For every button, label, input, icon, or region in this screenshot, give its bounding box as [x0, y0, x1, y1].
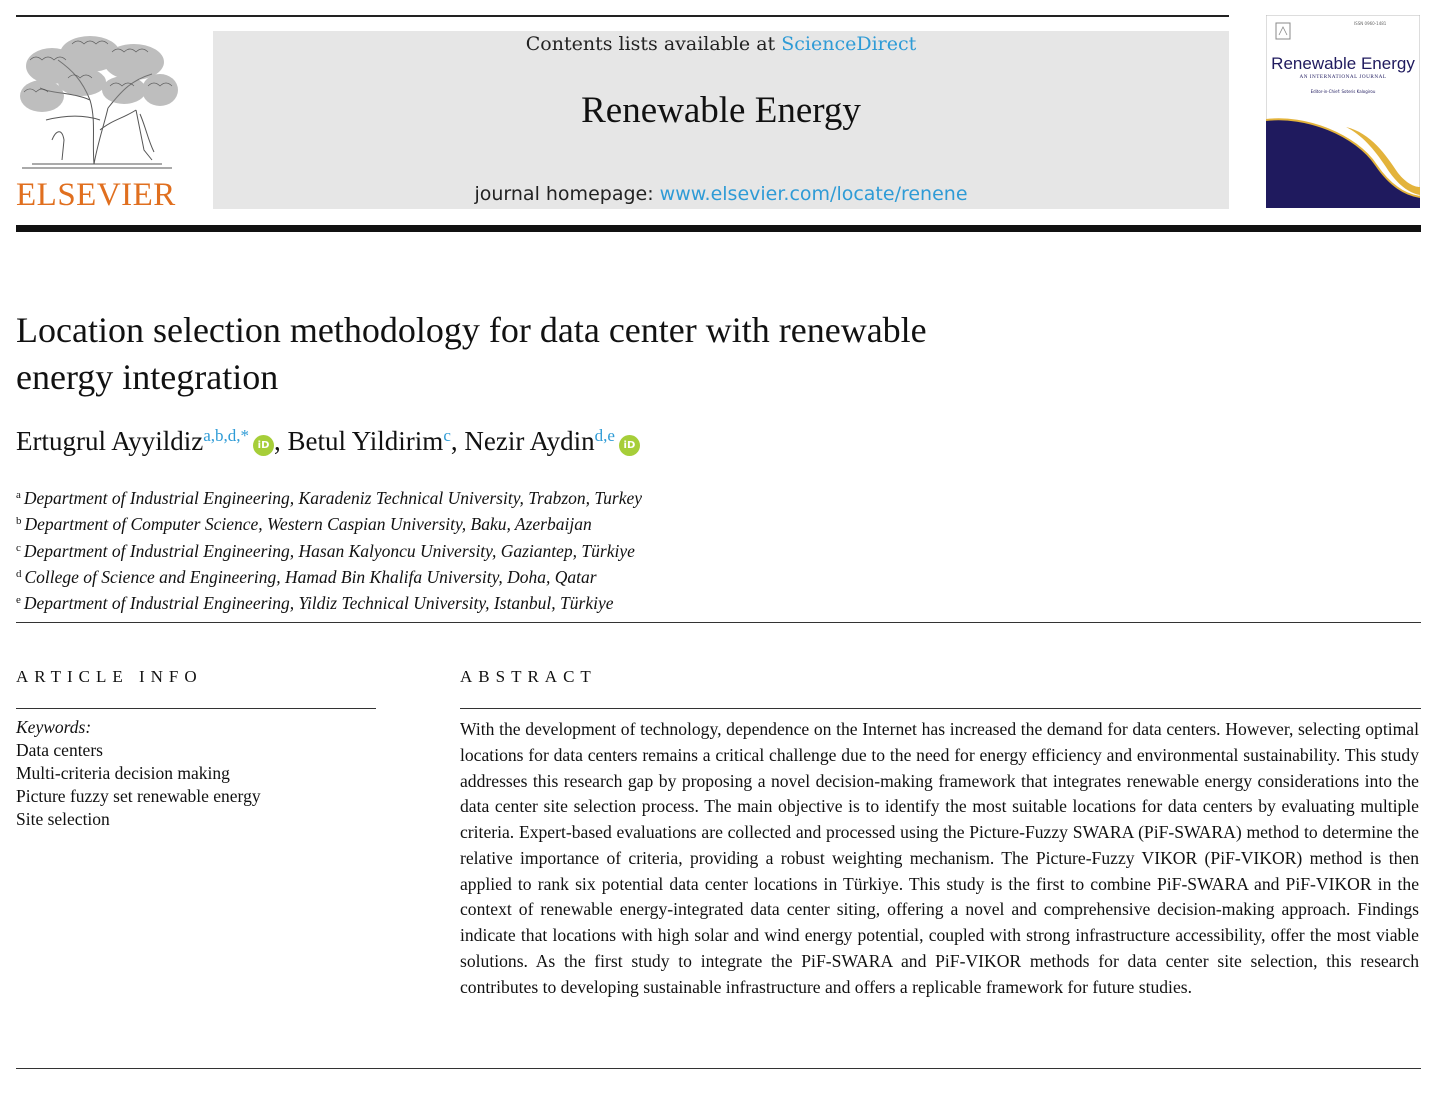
affiliation-label: d	[16, 567, 22, 580]
journal-banner	[213, 31, 1229, 209]
author-affiliation-marker[interactable]: c	[443, 426, 451, 445]
article-title	[16, 307, 1116, 401]
header-divider	[16, 225, 1421, 232]
author-name[interactable]: Ertugrul Ayyildiz	[16, 426, 204, 456]
top-rule	[16, 15, 1229, 17]
keywords-label: Keywords:	[16, 717, 92, 737]
abstract-heading: ABSTRACT	[460, 667, 597, 686]
affiliation-item	[16, 537, 642, 563]
contents-prefix: Contents lists available at	[525, 33, 776, 55]
cover-title: Renewable Energy	[1271, 54, 1415, 73]
affiliation-item	[16, 563, 642, 589]
publisher-name: ELSEVIER	[16, 177, 176, 213]
svg-text:ISSN 0960-1481: ISSN 0960-1481	[1354, 21, 1387, 26]
affiliation-text: Department of Industrial Engineering, Hasan Kalyoncu University, Gaziantep, Türkiye	[23, 540, 635, 561]
section-divider	[16, 622, 1421, 623]
abstract-divider	[460, 708, 1421, 709]
affiliation-item	[16, 510, 642, 536]
homepage-prefix: journal homepage:	[474, 183, 654, 205]
elsevier-tree-icon	[12, 30, 180, 180]
affiliation-item	[16, 589, 642, 615]
affiliation-text: Department of Industrial Engineering, Yildiz Technical University, Istanbul, Türkiye	[23, 593, 614, 614]
journal-cover[interactable]	[1266, 15, 1420, 208]
affiliation-text: Department of Industrial Engineering, Karadeniz Technical University, Trabzon, Turkey	[23, 488, 643, 508]
homepage-line	[213, 183, 1229, 205]
bottom-divider	[16, 1068, 1421, 1069]
article-info-divider	[16, 708, 376, 709]
keyword-item: Site selection	[16, 809, 110, 829]
affiliation-label: e	[16, 594, 21, 607]
keywords-block	[16, 716, 261, 831]
author-affiliation-marker[interactable]: a,b,d,*	[203, 426, 250, 445]
elsevier-logo[interactable]	[12, 30, 180, 212]
author-name[interactable]: Betul Yildirim	[287, 426, 444, 456]
journal-title: Renewable Energy	[581, 90, 861, 131]
keyword-item: Picture fuzzy set renewable energy	[16, 786, 261, 806]
sciencedirect-link[interactable]: ScienceDirect	[781, 33, 917, 55]
author-name[interactable]: Nezir Aydin	[464, 426, 595, 456]
affiliation-item	[16, 484, 642, 510]
affiliation-list	[16, 484, 642, 615]
article-title-line-1: Location selection methodology for data center with renewable	[16, 310, 927, 350]
cover-editor: Editor-in-Chief: Soteris Kalogirou	[1310, 89, 1376, 94]
affiliation-text: Department of Computer Science, Western Caspian University, Baku, Azerbaijan	[24, 514, 592, 535]
article-info-heading: ARTICLE INFO	[16, 667, 203, 686]
orcid-icon[interactable]: iD	[253, 435, 274, 456]
keyword-item: Data centers	[16, 740, 103, 760]
cover-subtitle: AN INTERNATIONAL JOURNAL	[1299, 74, 1387, 80]
article-title-line-2: energy integration	[16, 357, 279, 397]
author-affiliation-marker[interactable]: d,e	[594, 426, 615, 445]
author-list: Ertugrul Ayyildiz$^{a,b,d,*}$iD , Betul Yildirim$^c$, Nezir Aydin$^{d,e}$iD	[16, 426, 640, 457]
abstract-text: With the development of technology, dependence on the Internet has increased the demand for data centers. However, selecting optimal locations for data centers remains a critical challenge due to the need for energy efficiency and environmental sustainability. This study addresses this research gap by proposing a novel decision-making framework that integrates renewable energy considerations into the data center site selection process. The main objective is to identify the most suitable locations for data centers by evaluating multiple criteria. Expert-based evaluations are collected and processed using the Picture-Fuzzy SWARA (PiF-SWARA) method to determine the relative importance of criteria, providing a robust weighting mechanism. The Picture-Fuzzy VIKOR (PiF-VIKOR) method is then applied to rank six potential data center locations in Türkiye. This study is the first to combine PiF-SWARA and PiF-VIKOR in the context of renewable energy-integrated data center siting, offering a novel and comprehensive decision-making approach. Findings indicate that locations with high solar and wind energy potential, coupled with strong infrastructure accessibility, offer the most viable solutions. As the first study to integrate the PiF-SWARA and PiF-VIKOR methods for data center site selection, this research contributes to developing sustainable infrastructure and offers a replicable framework for future studies.	[460, 719, 1419, 997]
affiliation-label: c	[16, 541, 21, 554]
affiliation-label: b	[16, 515, 22, 528]
affiliation-text: College of Science and Engineering, Hamad Bin Khalifa University, Doha, Qatar	[24, 566, 597, 587]
journal-cover-image	[1266, 15, 1420, 208]
homepage-link[interactable]: www.elsevier.com/locate/renene	[659, 183, 968, 205]
contents-line	[213, 33, 1229, 55]
orcid-icon[interactable]: iD	[619, 435, 640, 456]
affiliation-label: a	[16, 489, 21, 501]
keyword-item: Multi-criteria decision making	[16, 763, 230, 783]
